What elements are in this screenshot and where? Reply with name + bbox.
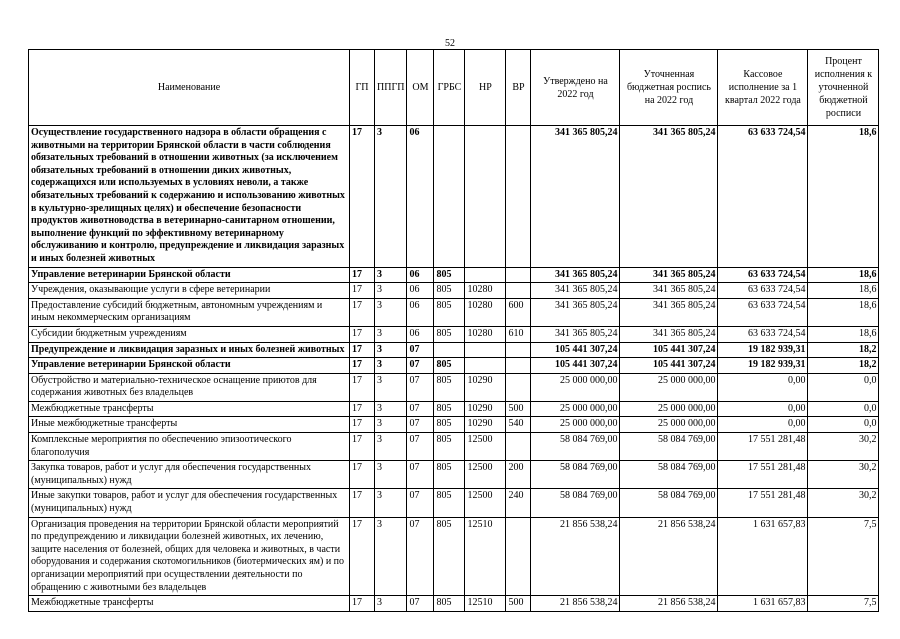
cell-ppgp: 3 (375, 267, 407, 283)
cell-refined: 105 441 307,24 (620, 342, 718, 358)
cell-np (465, 126, 506, 268)
table-row (29, 267, 879, 283)
cell-gp: 17 (350, 298, 375, 326)
table-row (29, 326, 879, 342)
cell-grbs: 805 (434, 401, 465, 417)
cell-vr: 540 (506, 417, 531, 433)
cell-cash: 17 551 281,48 (718, 489, 808, 517)
cell-name: Осуществление государственного надзора в области обращения с животными на территории Брянской области в части соблюдения обязательных требований в отношении животных (за исключением обязательных требований в отношении диких животных, содержащихся или используемых в условиях неволи, а также обязательных требований к содержанию и использованию животных в культурно-зрелищных целях) и обеспечение безопасности продуктов животноводства в ветеринарно-санитарном отношении, выполнение функций по эффективному ветеринарному обслуживанию и контролю, предупреждение и ликвидация заразных и иных болезней животных (29, 126, 350, 268)
cell-om: 07 (407, 342, 434, 358)
cell-percent: 30,2 (808, 489, 879, 517)
cell-ppgp: 3 (375, 461, 407, 489)
header-refined: Уточненная бюджетная роспись на 2022 год (620, 50, 718, 126)
cell-ppgp: 3 (375, 373, 407, 401)
cell-om: 07 (407, 489, 434, 517)
header-grbs: ГРБС (434, 50, 465, 126)
cell-ppgp: 3 (375, 298, 407, 326)
header-vr: ВР (506, 50, 531, 126)
cell-grbs: 805 (434, 489, 465, 517)
cell-gp: 17 (350, 517, 375, 596)
cell-approved: 341 365 805,24 (531, 126, 620, 268)
cell-grbs (434, 126, 465, 268)
cell-name: Управление ветеринарии Брянской области (29, 267, 350, 283)
cell-gp: 17 (350, 283, 375, 299)
cell-cash: 63 633 724,54 (718, 267, 808, 283)
cell-vr: 200 (506, 461, 531, 489)
header-approved: Утверждено на 2022 год (531, 50, 620, 126)
cell-om: 06 (407, 283, 434, 299)
cell-om: 07 (407, 373, 434, 401)
cell-vr: 600 (506, 298, 531, 326)
cell-gp: 17 (350, 267, 375, 283)
cell-grbs: 805 (434, 433, 465, 461)
cell-vr (506, 517, 531, 596)
table-row (29, 283, 879, 299)
cell-cash: 1 631 657,83 (718, 596, 808, 612)
cell-np: 10280 (465, 326, 506, 342)
cell-grbs: 805 (434, 596, 465, 612)
cell-np: 10280 (465, 298, 506, 326)
cell-cash: 0,00 (718, 373, 808, 401)
cell-om: 07 (407, 517, 434, 596)
cell-name: Организация проведения на территории Брянской области мероприятий по предупреждению и ликвидации болезней животных, их лечению, защите населения от болезней, общих для человека и животных, в части оборудования и содержания скотомогильников (биотермических ям) и по организации мероприятий при осуществлении деятельности по обращению с животными без владельцев (29, 517, 350, 596)
cell-ppgp: 3 (375, 489, 407, 517)
budget-table (28, 49, 879, 612)
cell-vr (506, 433, 531, 461)
cell-om: 06 (407, 298, 434, 326)
cell-name: Межбюджетные трансферты (29, 596, 350, 612)
cell-ppgp: 3 (375, 517, 407, 596)
cell-approved: 58 084 769,00 (531, 433, 620, 461)
table-row (29, 596, 879, 612)
table-row (29, 489, 879, 517)
cell-om: 07 (407, 461, 434, 489)
cell-vr: 500 (506, 596, 531, 612)
cell-gp: 17 (350, 489, 375, 517)
cell-percent: 0,0 (808, 401, 879, 417)
header-percent: Процент исполнения к уточненной бюджетной росписи (808, 50, 879, 126)
cell-gp: 17 (350, 461, 375, 489)
table-row (29, 298, 879, 326)
cell-approved: 25 000 000,00 (531, 417, 620, 433)
cell-refined: 341 365 805,24 (620, 283, 718, 299)
header-row (29, 50, 879, 126)
cell-om: 07 (407, 596, 434, 612)
cell-gp: 17 (350, 401, 375, 417)
cell-grbs: 805 (434, 267, 465, 283)
cell-np: 10280 (465, 283, 506, 299)
cell-om: 07 (407, 417, 434, 433)
cell-np (465, 358, 506, 374)
cell-approved: 341 365 805,24 (531, 283, 620, 299)
cell-cash: 63 633 724,54 (718, 326, 808, 342)
cell-vr: 240 (506, 489, 531, 517)
cell-gp: 17 (350, 358, 375, 374)
cell-ppgp: 3 (375, 433, 407, 461)
table-row (29, 358, 879, 374)
cell-cash: 63 633 724,54 (718, 298, 808, 326)
cell-ppgp: 3 (375, 417, 407, 433)
cell-percent: 0,0 (808, 417, 879, 433)
cell-ppgp: 3 (375, 358, 407, 374)
cell-np: 12500 (465, 461, 506, 489)
cell-percent: 18,6 (808, 126, 879, 268)
cell-cash: 17 551 281,48 (718, 433, 808, 461)
cell-name: Субсидии бюджетным учреждениям (29, 326, 350, 342)
cell-ppgp: 3 (375, 126, 407, 268)
cell-grbs: 805 (434, 298, 465, 326)
cell-cash: 19 182 939,31 (718, 342, 808, 358)
cell-np: 12500 (465, 489, 506, 517)
cell-ppgp: 3 (375, 342, 407, 358)
cell-approved: 21 856 538,24 (531, 517, 620, 596)
cell-approved: 105 441 307,24 (531, 358, 620, 374)
cell-name: Учреждения, оказывающие услуги в сфере ветеринарии (29, 283, 350, 299)
cell-name: Комплексные мероприятия по обеспечению эпизоотического благополучия (29, 433, 350, 461)
cell-grbs: 805 (434, 417, 465, 433)
cell-percent: 18,6 (808, 326, 879, 342)
cell-percent: 30,2 (808, 461, 879, 489)
cell-ppgp: 3 (375, 596, 407, 612)
cell-vr (506, 342, 531, 358)
cell-om: 07 (407, 401, 434, 417)
cell-grbs: 805 (434, 517, 465, 596)
table-body (29, 126, 879, 612)
cell-np: 10290 (465, 373, 506, 401)
cell-refined: 25 000 000,00 (620, 417, 718, 433)
cell-om: 06 (407, 126, 434, 268)
cell-name: Предупреждение и ликвидация заразных и иных болезней животных (29, 342, 350, 358)
cell-om: 06 (407, 326, 434, 342)
cell-approved: 25 000 000,00 (531, 401, 620, 417)
cell-cash: 63 633 724,54 (718, 283, 808, 299)
cell-refined: 58 084 769,00 (620, 489, 718, 517)
cell-np: 10290 (465, 417, 506, 433)
page-number: 52 (445, 38, 455, 49)
cell-refined: 341 365 805,24 (620, 326, 718, 342)
cell-approved: 341 365 805,24 (531, 298, 620, 326)
cell-np: 12510 (465, 517, 506, 596)
cell-refined: 25 000 000,00 (620, 401, 718, 417)
cell-name: Обустройство и материально-техническое оснащение приютов для содержания животных без владельцев (29, 373, 350, 401)
table-row (29, 517, 879, 596)
header-np: НР (465, 50, 506, 126)
table-row (29, 401, 879, 417)
cell-percent: 30,2 (808, 433, 879, 461)
cell-refined: 341 365 805,24 (620, 267, 718, 283)
cell-name: Иные закупки товаров, работ и услуг для обеспечения государственных (муниципальных) нужд (29, 489, 350, 517)
cell-gp: 17 (350, 417, 375, 433)
cell-cash: 19 182 939,31 (718, 358, 808, 374)
cell-approved: 58 084 769,00 (531, 489, 620, 517)
cell-cash: 0,00 (718, 417, 808, 433)
cell-name: Межбюджетные трансферты (29, 401, 350, 417)
cell-cash: 17 551 281,48 (718, 461, 808, 489)
cell-percent: 18,6 (808, 267, 879, 283)
cell-refined: 21 856 538,24 (620, 596, 718, 612)
header-name: Наименование (29, 50, 350, 126)
header-gp: ГП (350, 50, 375, 126)
cell-vr (506, 358, 531, 374)
header-cash: Кассовое исполнение за 1 квартал 2022 года (718, 50, 808, 126)
cell-grbs: 805 (434, 326, 465, 342)
table-row (29, 342, 879, 358)
cell-gp: 17 (350, 433, 375, 461)
cell-percent: 7,5 (808, 596, 879, 612)
cell-refined: 341 365 805,24 (620, 126, 718, 268)
cell-gp: 17 (350, 326, 375, 342)
cell-cash: 1 631 657,83 (718, 517, 808, 596)
cell-percent: 18,2 (808, 358, 879, 374)
header-ppgp: ППГП (375, 50, 407, 126)
cell-vr (506, 126, 531, 268)
cell-name: Предоставление субсидий бюджетным, автономным учреждениям и иным некоммерческим организациям (29, 298, 350, 326)
cell-np (465, 267, 506, 283)
cell-approved: 21 856 538,24 (531, 596, 620, 612)
cell-om: 06 (407, 267, 434, 283)
cell-np: 12500 (465, 433, 506, 461)
header-om: ОМ (407, 50, 434, 126)
cell-refined: 21 856 538,24 (620, 517, 718, 596)
cell-percent: 0,0 (808, 373, 879, 401)
cell-ppgp: 3 (375, 401, 407, 417)
cell-percent: 18,6 (808, 298, 879, 326)
cell-name: Управление ветеринарии Брянской области (29, 358, 350, 374)
cell-cash: 63 633 724,54 (718, 126, 808, 268)
cell-cash: 0,00 (718, 401, 808, 417)
cell-approved: 341 365 805,24 (531, 326, 620, 342)
cell-vr (506, 373, 531, 401)
cell-refined: 58 084 769,00 (620, 461, 718, 489)
cell-refined: 25 000 000,00 (620, 373, 718, 401)
cell-percent: 18,6 (808, 283, 879, 299)
cell-grbs: 805 (434, 373, 465, 401)
cell-vr: 500 (506, 401, 531, 417)
cell-name: Закупка товаров, работ и услуг для обеспечения государственных (муниципальных) нужд (29, 461, 350, 489)
cell-grbs (434, 342, 465, 358)
cell-refined: 341 365 805,24 (620, 298, 718, 326)
cell-om: 07 (407, 433, 434, 461)
table-row (29, 461, 879, 489)
cell-vr (506, 283, 531, 299)
cell-refined: 58 084 769,00 (620, 433, 718, 461)
table-row (29, 433, 879, 461)
cell-name: Иные межбюджетные трансферты (29, 417, 350, 433)
cell-grbs: 805 (434, 461, 465, 489)
cell-gp: 17 (350, 373, 375, 401)
cell-approved: 105 441 307,24 (531, 342, 620, 358)
cell-np: 10290 (465, 401, 506, 417)
cell-vr: 610 (506, 326, 531, 342)
cell-percent: 18,2 (808, 342, 879, 358)
table-row (29, 126, 879, 268)
table-row (29, 373, 879, 401)
cell-percent: 7,5 (808, 517, 879, 596)
cell-gp: 17 (350, 342, 375, 358)
cell-grbs: 805 (434, 358, 465, 374)
cell-approved: 341 365 805,24 (531, 267, 620, 283)
cell-vr (506, 267, 531, 283)
cell-ppgp: 3 (375, 283, 407, 299)
cell-np: 12510 (465, 596, 506, 612)
cell-ppgp: 3 (375, 326, 407, 342)
cell-refined: 105 441 307,24 (620, 358, 718, 374)
cell-grbs: 805 (434, 283, 465, 299)
cell-gp: 17 (350, 126, 375, 268)
cell-approved: 58 084 769,00 (531, 461, 620, 489)
cell-om: 07 (407, 358, 434, 374)
cell-gp: 17 (350, 596, 375, 612)
table-row (29, 417, 879, 433)
cell-approved: 25 000 000,00 (531, 373, 620, 401)
cell-np (465, 342, 506, 358)
